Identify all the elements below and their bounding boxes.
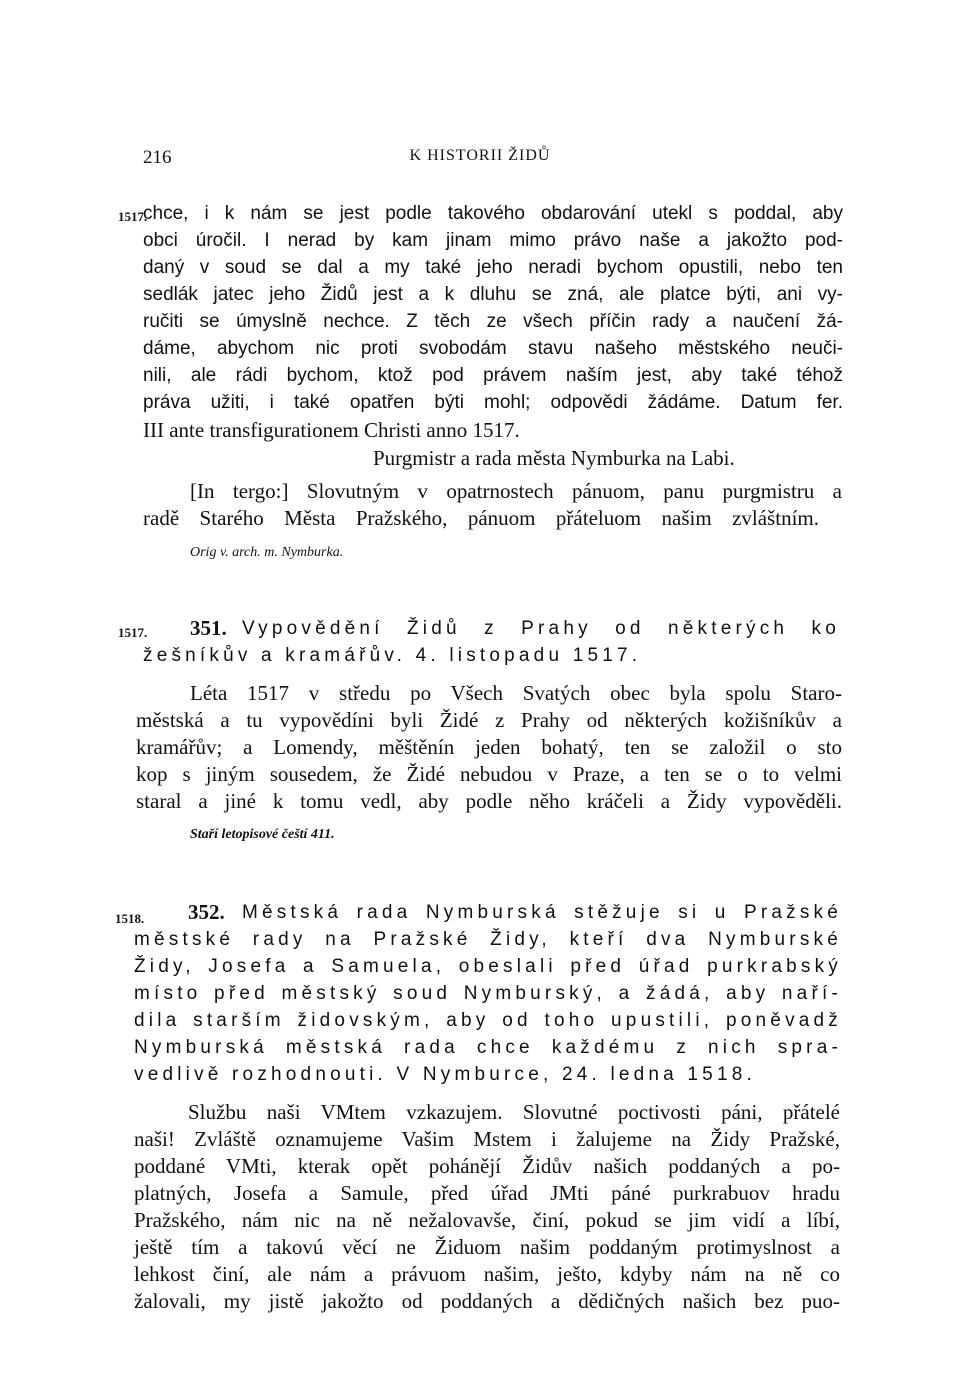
document-title-line: dila starším židovským, aby od toho upustili, poněvadž (134, 1010, 842, 1031)
body-line: naši! Zvláště oznamujeme Vašim Mstem i žalujeme na Židy Pražské, (134, 1127, 840, 1151)
body-line: kop s jiným sousedem, že Židé nebudou v Praze, a ten se o to velmi (136, 762, 842, 786)
body-line: lehkost činí, ale nám a právuom našim, ješto, kdyby nám na ně co (134, 1262, 840, 1286)
body-line: ještě tím a takovú věcí ne Židuom našim poddaným protimyslnost a (134, 1235, 840, 1259)
body-line: dáme, abychom nic proti svobodám stavu našeho městského neuči- (143, 338, 843, 359)
body-line: platných, Josefa a Samule, před úřad JMti páné purkrabuov hradu (134, 1181, 840, 1205)
body-line: kramářův; a Lomendy, měštěnín jeden bohatý, ten se založil o sto (136, 735, 842, 759)
document-title-line: Nymburská městská rada chce každému z nich spra- (134, 1037, 842, 1058)
document-title-line: žešníkův a kramářův. 4. listopadu 1517. (143, 645, 642, 666)
body-line: obci úročil. I nerad by kam jinam mimo právo naše a jakožto pod- (143, 230, 843, 251)
document-title-line: městské rady na Pražské Židy, kteří dva Nymburské (134, 929, 842, 950)
body-line: Službu naši VMtem vzkazujem. Slovutné poctivosti páni, přátelé (188, 1100, 840, 1124)
document-title-line: Vypovědění Židů z Prahy od některých ko (242, 618, 840, 639)
body-line: chce, i k nám se jest podle takového obdarování utekl s poddal, aby (143, 203, 843, 224)
document-title-line: vedlivě rozhodnouti. V Nymburce, 24. ledna 1518. (134, 1064, 756, 1085)
year-margin-note: 1517. (118, 625, 148, 640)
document-title-line: Židy, Josefa a Samuela, obeslali před úřad purkrabský (134, 956, 842, 977)
body-line: nili, ale rádi bychom, ktož pod právem naším jest, aby také téhož (143, 365, 843, 386)
endorsement-line: radě Starého Města Pražského, pánuom přáteluom našim zvláštním. (143, 506, 819, 530)
source-note: Staří letopisové čeští 411. (190, 827, 335, 842)
page-number: 216 (143, 147, 172, 168)
year-margin-note: 1517. (118, 209, 148, 224)
document-title-line: Městská rada Nymburská stěžuje si u Pražské (242, 902, 842, 923)
body-line: Léta 1517 v středu po Všech Svatých obec byla spolu Staro- (190, 681, 842, 705)
signature: Purgmistr a rada města Nymburka na Labi. (373, 446, 735, 470)
body-line: daný v soud se dal a my také jeho neradi bychom opustili, nebo ten (143, 257, 843, 278)
endorsement-line: [In tergo:] Slovutným v opatrnostech pánuom, panu purgmistru a (190, 479, 842, 503)
body-line: poddané VMti, kterak opět pohánějí Židův našich poddaných a po- (134, 1154, 840, 1178)
body-line: práva užiti, i také opatřen býti mohl; odpovědi žádáme. Datum fer. (143, 392, 843, 413)
body-line: III ante transfigurationem Christi anno 1517. (143, 418, 520, 442)
running-title: K HISTORII ŽIDŮ (409, 147, 551, 164)
body-line: staral a jiné k tomu vedl, aby podle něho kráčeli a Židy vypověděli. (136, 789, 842, 813)
body-line: Pražského, nám nic na ně nežalovavše, činí, pokud se jim vidí a líbí, (134, 1208, 840, 1232)
document-number: 351. (190, 616, 227, 640)
year-margin-note: 1518. (115, 911, 145, 926)
document-number: 352. (188, 900, 225, 924)
body-line: městská a tu vypovědíni byli Židé z Prahy od některých kožišníkův a (136, 708, 842, 732)
body-line: ručiti se úmyslně nechce. Z těch ze všech příčin rady a naučení žá- (143, 311, 843, 332)
body-line: sedlák jatec jeho Židů jest a k dluhu se zná, ale platce býti, ani vy- (143, 284, 843, 305)
source-note: Orig v. arch. m. Nymburka. (190, 545, 344, 560)
body-line: žalovali, my jistě jakožto od poddaných a dědičných našich bez puo- (134, 1289, 840, 1313)
document-title-line: místo před městský soud Nymburský, a žádá, aby naří- (134, 983, 842, 1004)
